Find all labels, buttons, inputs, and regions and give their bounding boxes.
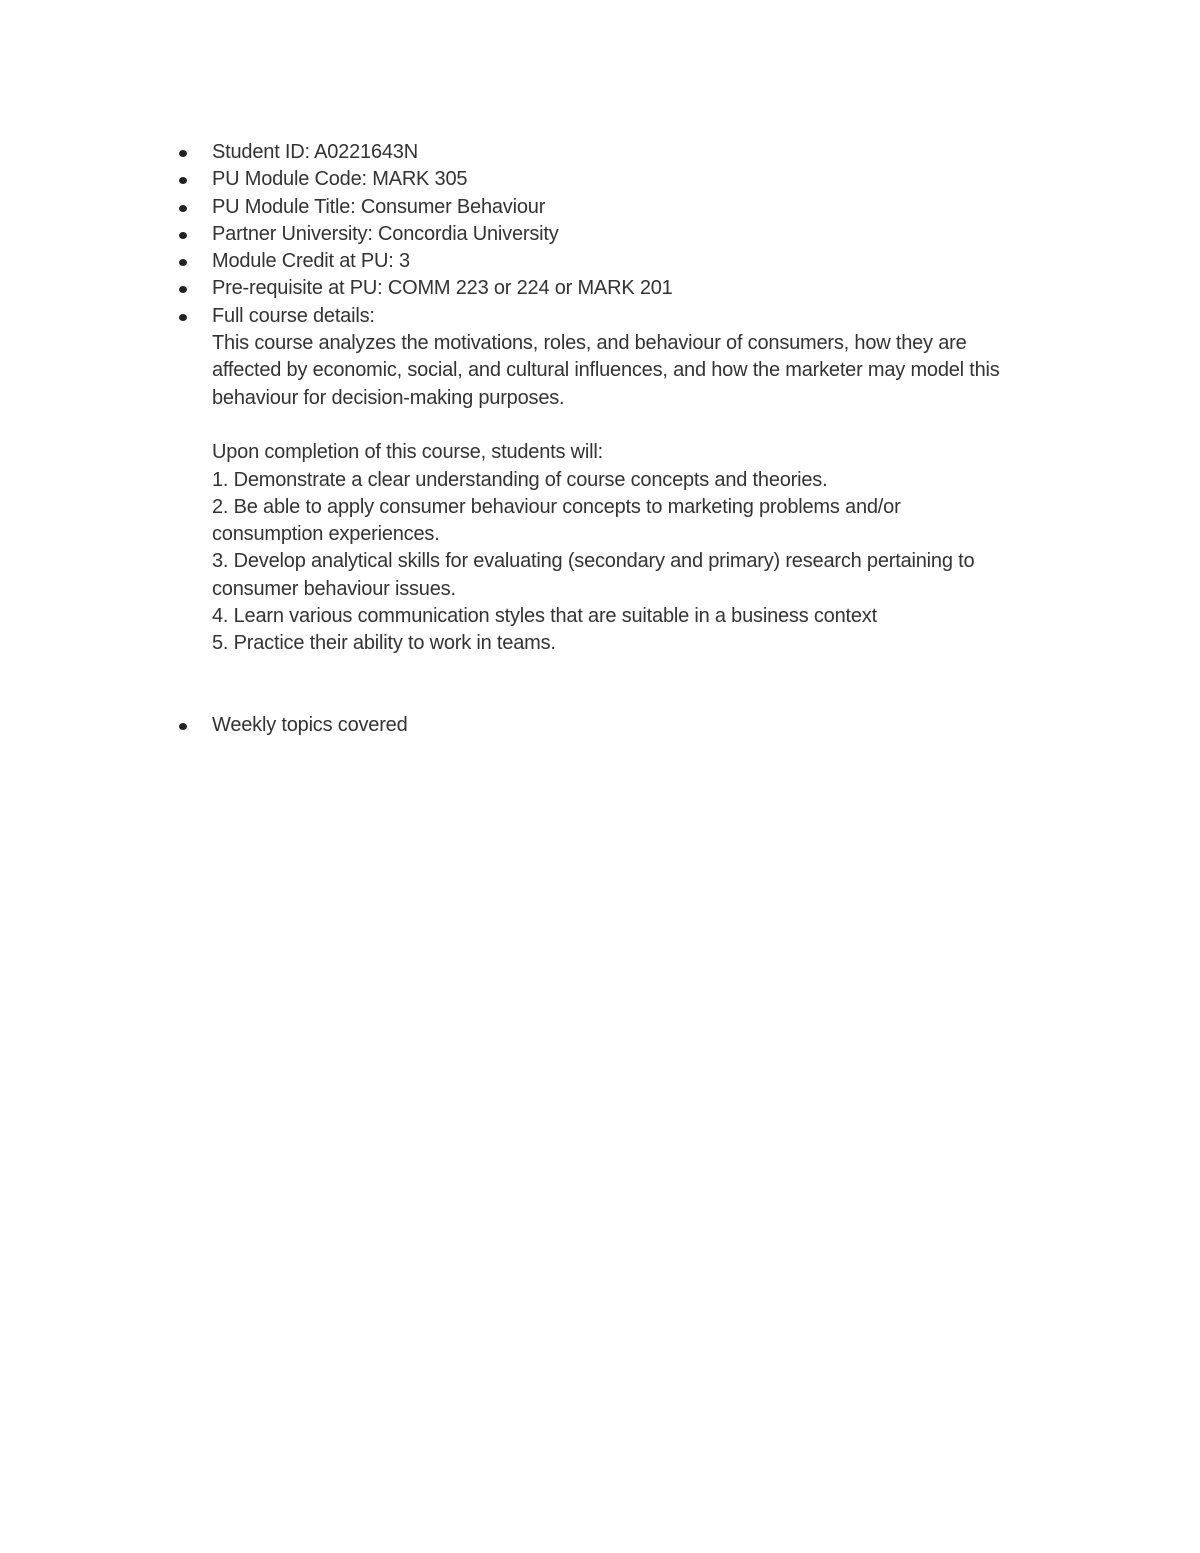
paragraph-spacer	[212, 412, 1052, 439]
weekly-topics-text: Weekly topics covered	[212, 713, 408, 736]
outcome-line: consumption experiences.	[212, 523, 440, 546]
module-title-text: PU Module Title: Consumer Behaviour	[212, 195, 546, 218]
bullet-icon	[179, 150, 187, 157]
module-code-text: PU Module Code: MARK 305	[212, 168, 468, 191]
list-item-module-code	[172, 166, 1052, 193]
student-id-text: Student ID: A0221643N	[212, 141, 418, 163]
bullet-icon	[179, 232, 187, 239]
list-item-student-id	[172, 139, 1052, 166]
description-line: behaviour for decision-making purposes.	[212, 386, 565, 409]
list-item-partner-university	[172, 221, 1052, 248]
paragraph-spacer	[212, 658, 1052, 712]
description-line: affected by economic, social, and cultural influences, and how the marketer may model this	[212, 359, 1000, 382]
list-item-module-title	[172, 194, 1052, 221]
outcomes-intro: Upon completion of this course, students will:	[212, 441, 603, 464]
outcome-line: 3. Develop analytical skills for evaluating (secondary and primary) research pertaining to	[212, 550, 975, 573]
bullet-icon	[179, 314, 187, 321]
partner-university-text: Partner University: Concordia University	[212, 222, 559, 245]
description-line: This course analyzes the motivations, roles, and behaviour of consumers, how they are	[212, 332, 967, 355]
course-details-list	[172, 139, 1052, 739]
outcome-line: 5. Practice their ability to work in teams.	[212, 632, 556, 655]
bullet-icon	[179, 259, 187, 266]
outcome-line: 4. Learn various communication styles that are suitable in a business context	[212, 605, 877, 628]
outcome-line: 1. Demonstrate a clear understanding of course concepts and theories.	[212, 468, 828, 491]
outcome-line: consumer behaviour issues.	[212, 577, 456, 600]
bullet-icon	[179, 177, 187, 184]
list-item-prerequisite	[172, 275, 1052, 302]
bullet-icon	[179, 286, 187, 293]
prerequisite-text: Pre-requisite at PU: COMM 223 or 224 or MARK 201	[212, 277, 673, 300]
list-item-module-credit	[172, 248, 1052, 275]
full-course-details-heading: Full course details:	[212, 304, 375, 327]
bullet-icon	[179, 205, 187, 212]
bullet-icon	[179, 723, 187, 730]
outcome-line: 2. Be able to apply consumer behaviour concepts to marketing problems and/or	[212, 495, 901, 518]
list-item-full-course-details	[172, 303, 1052, 712]
list-item-weekly-topics	[172, 712, 1052, 739]
module-credit-text: Module Credit at PU: 3	[212, 250, 410, 273]
